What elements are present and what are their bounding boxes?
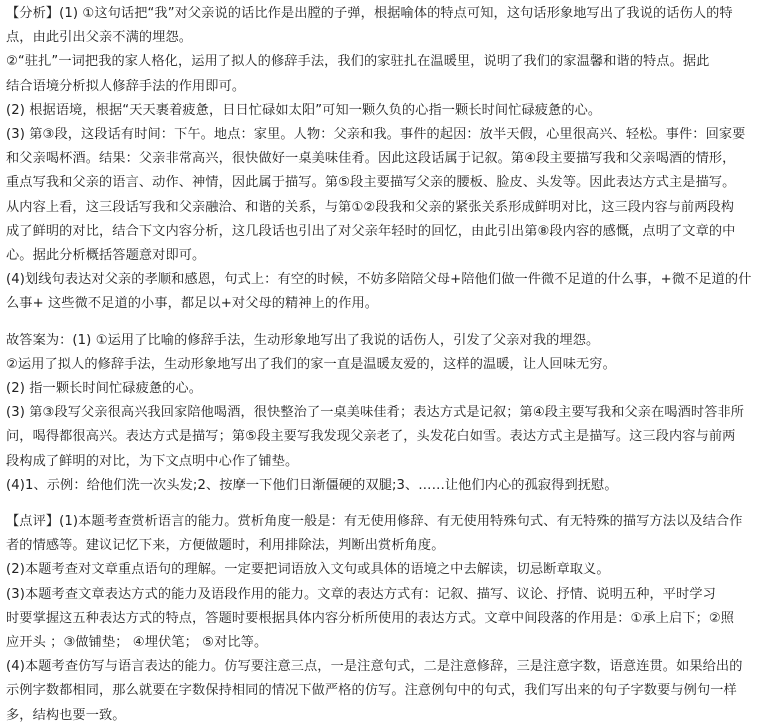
analysis-line: 心。据此分析概括答题意对即可。	[6, 248, 206, 264]
commentary-line: 【点评】(1)本题考查赏析语言的能力。赏析角度一般是：有无使用修辞、有无使用特殊句式、有无特殊的描写方法以及结合作	[6, 514, 743, 530]
commentary-line: (2)本题考查对文章重点语句的理解。一定要把词语放入文句或具体的语境之中去解读，切忌断章取义。	[6, 562, 610, 578]
answer-line: (2) 指一颗长时间忙碌疲惫的心。	[6, 381, 203, 397]
analysis-line: (3) 第③段，这段话有时间：下午。地点：家里。人物：父亲和我。事件的起因：放半天假，心里很高兴、轻松。事件：回家要	[6, 127, 746, 143]
commentary-line: 时要掌握这五种表达方式的特点，答题时要根据具体内容分析所使用的表达方式。文章中间段落的作用是：①承上启下；②照	[6, 610, 735, 626]
answer-line: 段构成了鲜明的对比，为下文点明中心作了铺垫。	[6, 453, 299, 469]
commentary-line: 示例字数都相同，那么就要在字数保持相同的情况下做严格的仿写。注意例句中的句式，我们写出来的句子字数要与例句一样	[6, 683, 737, 699]
analysis-line: (4)划线句表达对父亲的孝顺和感恩，句式上：有空的时候，不妨多陪陪父母+陪他们做一件微不足道的什么事，+微不足道的什	[6, 272, 752, 288]
section-spacer	[6, 317, 774, 329]
analysis-line: 点，由此引出父亲不满的埋怨。	[6, 30, 193, 46]
commentary-line: 者的情感等。建议记忆下来，方便做题时，利用排除法，判断出赏析角度。	[6, 538, 445, 554]
analysis-line: 【分析】(1) ①这句话把“我”对父亲说的话比作是出膛的子弹，根据喻体的特点可知，这句话形象地写出了我说的话伤人的特	[6, 6, 733, 21]
analysis-line: ②“驻扎”一词把我的家人格化，运用了拟人的修辞手法，我们的家驻扎在温暖里，说明了我们的家温馨和谐的特点。据此	[6, 54, 710, 70]
commentary-line: 多，结构也要一致。	[6, 707, 126, 723]
commentary-line: (3)本题考查文章表达方式的能力及语段作用的能力。文章的表达方式有：记叙、描写、议论、抒情、说明五种，平时学习	[6, 586, 716, 602]
commentary-section	[6, 510, 774, 728]
answer-line: 问，喝得都很高兴。表达方式是描写；第⑤段主要写我发现父亲老了，头发花白如雪。表达方式主是描写。这三段内容与前两	[6, 429, 736, 445]
commentary-line: 应开头 ；③做铺垫； ④埋伏笔； ⑤对比等。	[6, 635, 268, 651]
section-spacer	[6, 498, 774, 510]
answer-line: (3) 第③段写父亲很高兴我回家陪他喝酒，很快整治了一桌美味佳肴；表达方式是记叙；第④段主要写我和父亲在喝酒时答非所	[6, 405, 745, 421]
answer-section	[6, 329, 774, 498]
answer-line: 故答案为：(1) ①运用了比喻的修辞手法，生动形象地写出了我说的话伤人，引发了父亲对我的埋怨。	[6, 332, 600, 348]
analysis-line: 重点写我和父亲的语言、动作、神情，因此属于描写。第⑤段主要描写父亲的腰板、脸皮、头发等。因此表达方式主是描写。	[6, 175, 736, 191]
analysis-line: (2) 根据语境，根据“天天裹着疲惫，日日忙碌如太阳”可知一颗久负的心指一颗长时间忙碌疲惫的心。	[6, 102, 602, 118]
answer-line: (4)1、示例：给他们洗一次头发;2、按摩一下他们日渐僵硬的双腿;3、……让他们内心的孤寂得到抚慰。	[6, 477, 618, 493]
commentary-line: (4)本题考查仿写与语言表达的能力。仿写要注意三点，一是注意句式，二是注意修辞，三是注意字数，语意连贯。如果给出的	[6, 659, 743, 675]
analysis-line: 结合语境分析拟人修辞手法的作用即可。	[6, 78, 246, 94]
analysis-line: 和父亲喝杯酒。结果：父亲非常高兴，很快做好一桌美味佳肴。因此这段话属于记叙。第④段主要描写我和父亲喝酒的情形，	[6, 151, 736, 167]
analysis-section	[6, 2, 774, 317]
analysis-line: 么事+ 这些微不足道的小事，都足以+对父母的精神上的作用。	[6, 296, 379, 312]
analysis-line: 成了鲜明的对比，结合下文内容分析，这几段话也引出了对父亲年轻时的回忆，由此引出第⑧段内容的感慨，点明了文章的中	[6, 223, 736, 239]
analysis-line: 从内容上看，这三段话写我和父亲融洽、和谐的关系，与第①②段我和父亲的紧张关系形成鲜明对比，这三段内容与前两段构	[6, 199, 735, 215]
answer-line: ②运用了拟人的修辞手法，生动形象地写出了我们的家一直是温暖友爱的，这样的温暖，让人回味无穷。	[6, 356, 616, 372]
